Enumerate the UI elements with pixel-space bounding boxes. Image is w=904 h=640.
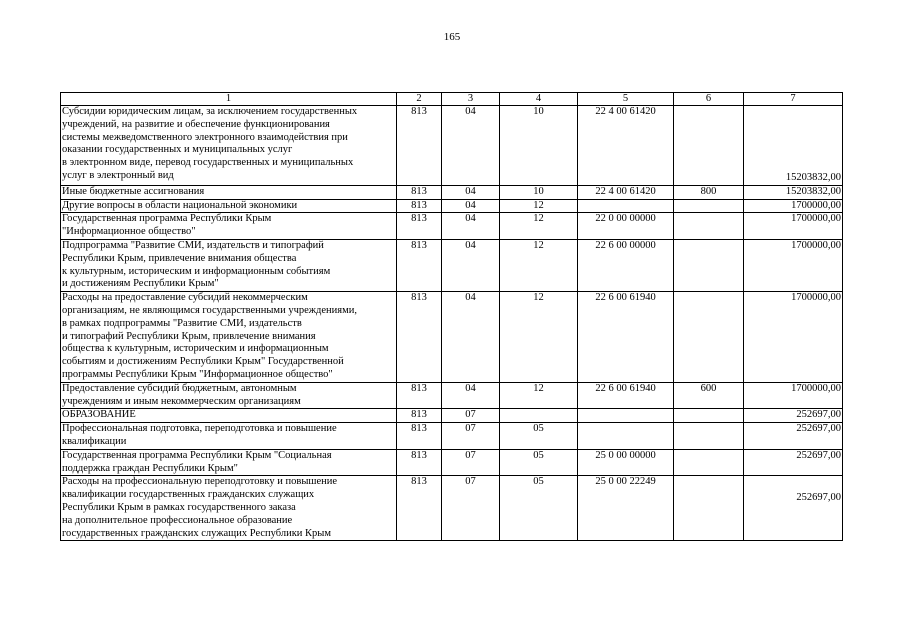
target-code: 25 0 00 22249 xyxy=(578,476,674,541)
subsection-code: 05 xyxy=(500,423,578,450)
section-code: 07 xyxy=(442,423,500,450)
target-code xyxy=(578,199,674,213)
row-name: Подпрограмма "Развитие СМИ, издательств и типографий Республики Крым, привлечение внимания общества к культурным, историческим и информационным событиям и достижениям Республики Крым" xyxy=(61,239,397,291)
subsection-code: 10 xyxy=(500,185,578,199)
budget-table xyxy=(60,92,843,541)
amount: 252697,00 xyxy=(744,423,843,450)
table-row xyxy=(61,423,843,450)
page-number: 165 xyxy=(443,31,461,43)
row-name: Иные бюджетные ассигнования xyxy=(61,185,397,199)
table-row xyxy=(61,185,843,199)
expense-type-code xyxy=(674,106,744,186)
target-code xyxy=(578,409,674,423)
amount: 1700000,00 xyxy=(744,239,843,291)
expense-type-code xyxy=(674,213,744,240)
ministry-code: 813 xyxy=(397,292,442,383)
ministry-code: 813 xyxy=(397,213,442,240)
table-row xyxy=(61,449,843,476)
amount: 15203832,00 xyxy=(744,185,843,199)
table-row xyxy=(61,292,843,383)
target-code xyxy=(578,423,674,450)
row-name: Другие вопросы в области национальной экономики xyxy=(61,199,397,213)
amount: 1700000,00 xyxy=(744,292,843,383)
table-row xyxy=(61,382,843,409)
ministry-code: 813 xyxy=(397,382,442,409)
expense-type-code xyxy=(674,409,744,423)
row-name: Субсидии юридическим лицам, за исключением государственных учреждений, на развитие и обеспечение функционирования системы межведомственного электронного взаимодействия при оказании государственных и муниципальных услуг в электронном виде, перевод государственных и муниципальных услуг в электронный вид xyxy=(61,106,397,186)
subsection-code: 05 xyxy=(500,449,578,476)
expense-type-code xyxy=(674,199,744,213)
expense-type-code: 600 xyxy=(674,382,744,409)
expense-type-code: 800 xyxy=(674,185,744,199)
target-code: 25 0 00 00000 xyxy=(578,449,674,476)
section-code: 04 xyxy=(442,292,500,383)
amount: 1700000,00 xyxy=(744,199,843,213)
amount: 252697,00 xyxy=(744,449,843,476)
table-row xyxy=(61,409,843,423)
section-code: 07 xyxy=(442,449,500,476)
column-header: 3 xyxy=(442,93,500,106)
section-code: 04 xyxy=(442,382,500,409)
row-name: Предоставление субсидий бюджетным, автономным учреждениям и иным некоммерческим организациям xyxy=(61,382,397,409)
header-row xyxy=(61,93,843,106)
row-name: Расходы на профессиональную переподготовку и повышение квалификации государственных гражданских служащих Республики Крым в рамках государственного заказа на дополнительное профессиональное образование государственных гражданских служащих Республики Крым xyxy=(61,476,397,541)
ministry-code: 813 xyxy=(397,239,442,291)
amount: 252697,00 xyxy=(744,409,843,423)
ministry-code: 813 xyxy=(397,199,442,213)
column-header: 5 xyxy=(578,93,674,106)
expense-type-code xyxy=(674,476,744,541)
row-name: Профессиональная подготовка, переподготовка и повышение квалификации xyxy=(61,423,397,450)
subsection-code: 10 xyxy=(500,106,578,186)
section-code: 04 xyxy=(442,213,500,240)
column-header: 2 xyxy=(397,93,442,106)
section-code: 07 xyxy=(442,409,500,423)
table-row xyxy=(61,106,843,186)
table-row xyxy=(61,476,843,541)
target-code: 22 6 00 00000 xyxy=(578,239,674,291)
ministry-code: 813 xyxy=(397,409,442,423)
subsection-code: 12 xyxy=(500,292,578,383)
row-name: Государственная программа Республики Крым "Социальная поддержка граждан Республики Крым" xyxy=(61,449,397,476)
column-header: 1 xyxy=(61,93,397,106)
amount: 252697,00 xyxy=(744,476,843,541)
subsection-code: 12 xyxy=(500,239,578,291)
target-code: 22 6 00 61940 xyxy=(578,382,674,409)
section-code: 04 xyxy=(442,239,500,291)
subsection-code: 12 xyxy=(500,213,578,240)
amount: 15203832,00 xyxy=(744,106,843,186)
section-code: 07 xyxy=(442,476,500,541)
subsection-code xyxy=(500,409,578,423)
amount: 1700000,00 xyxy=(744,213,843,240)
ministry-code: 813 xyxy=(397,185,442,199)
row-name: Расходы на предоставление субсидий некоммерческим организациям, не являющимся государственными учреждениями, в рамках подпрограммы "Развитие СМИ, издательств и типографий Республики Крым, привлечение внимания общества к культурным, историческим и информационным событиям и достижениям Республики Крым" Государственной программы Республики Крым "Информационное общество" xyxy=(61,292,397,383)
expense-type-code xyxy=(674,292,744,383)
ministry-code: 813 xyxy=(397,476,442,541)
ministry-code: 813 xyxy=(397,423,442,450)
target-code: 22 4 00 61420 xyxy=(578,106,674,186)
section-code: 04 xyxy=(442,106,500,186)
section-code: 04 xyxy=(442,199,500,213)
expense-type-code xyxy=(674,423,744,450)
row-name: Государственная программа Республики Крым "Информационное общество" xyxy=(61,213,397,240)
amount: 1700000,00 xyxy=(744,382,843,409)
target-code: 22 6 00 61940 xyxy=(578,292,674,383)
target-code: 22 4 00 61420 xyxy=(578,185,674,199)
row-name: ОБРАЗОВАНИЕ xyxy=(61,409,397,423)
column-header: 7 xyxy=(744,93,843,106)
expense-type-code xyxy=(674,449,744,476)
section-code: 04 xyxy=(442,185,500,199)
ministry-code: 813 xyxy=(397,106,442,186)
subsection-code: 05 xyxy=(500,476,578,541)
column-header: 6 xyxy=(674,93,744,106)
subsection-code: 12 xyxy=(500,382,578,409)
ministry-code: 813 xyxy=(397,449,442,476)
table-row xyxy=(61,199,843,213)
table-row xyxy=(61,239,843,291)
subsection-code: 12 xyxy=(500,199,578,213)
expense-type-code xyxy=(674,239,744,291)
table-row xyxy=(61,213,843,240)
column-header: 4 xyxy=(500,93,578,106)
target-code: 22 0 00 00000 xyxy=(578,213,674,240)
